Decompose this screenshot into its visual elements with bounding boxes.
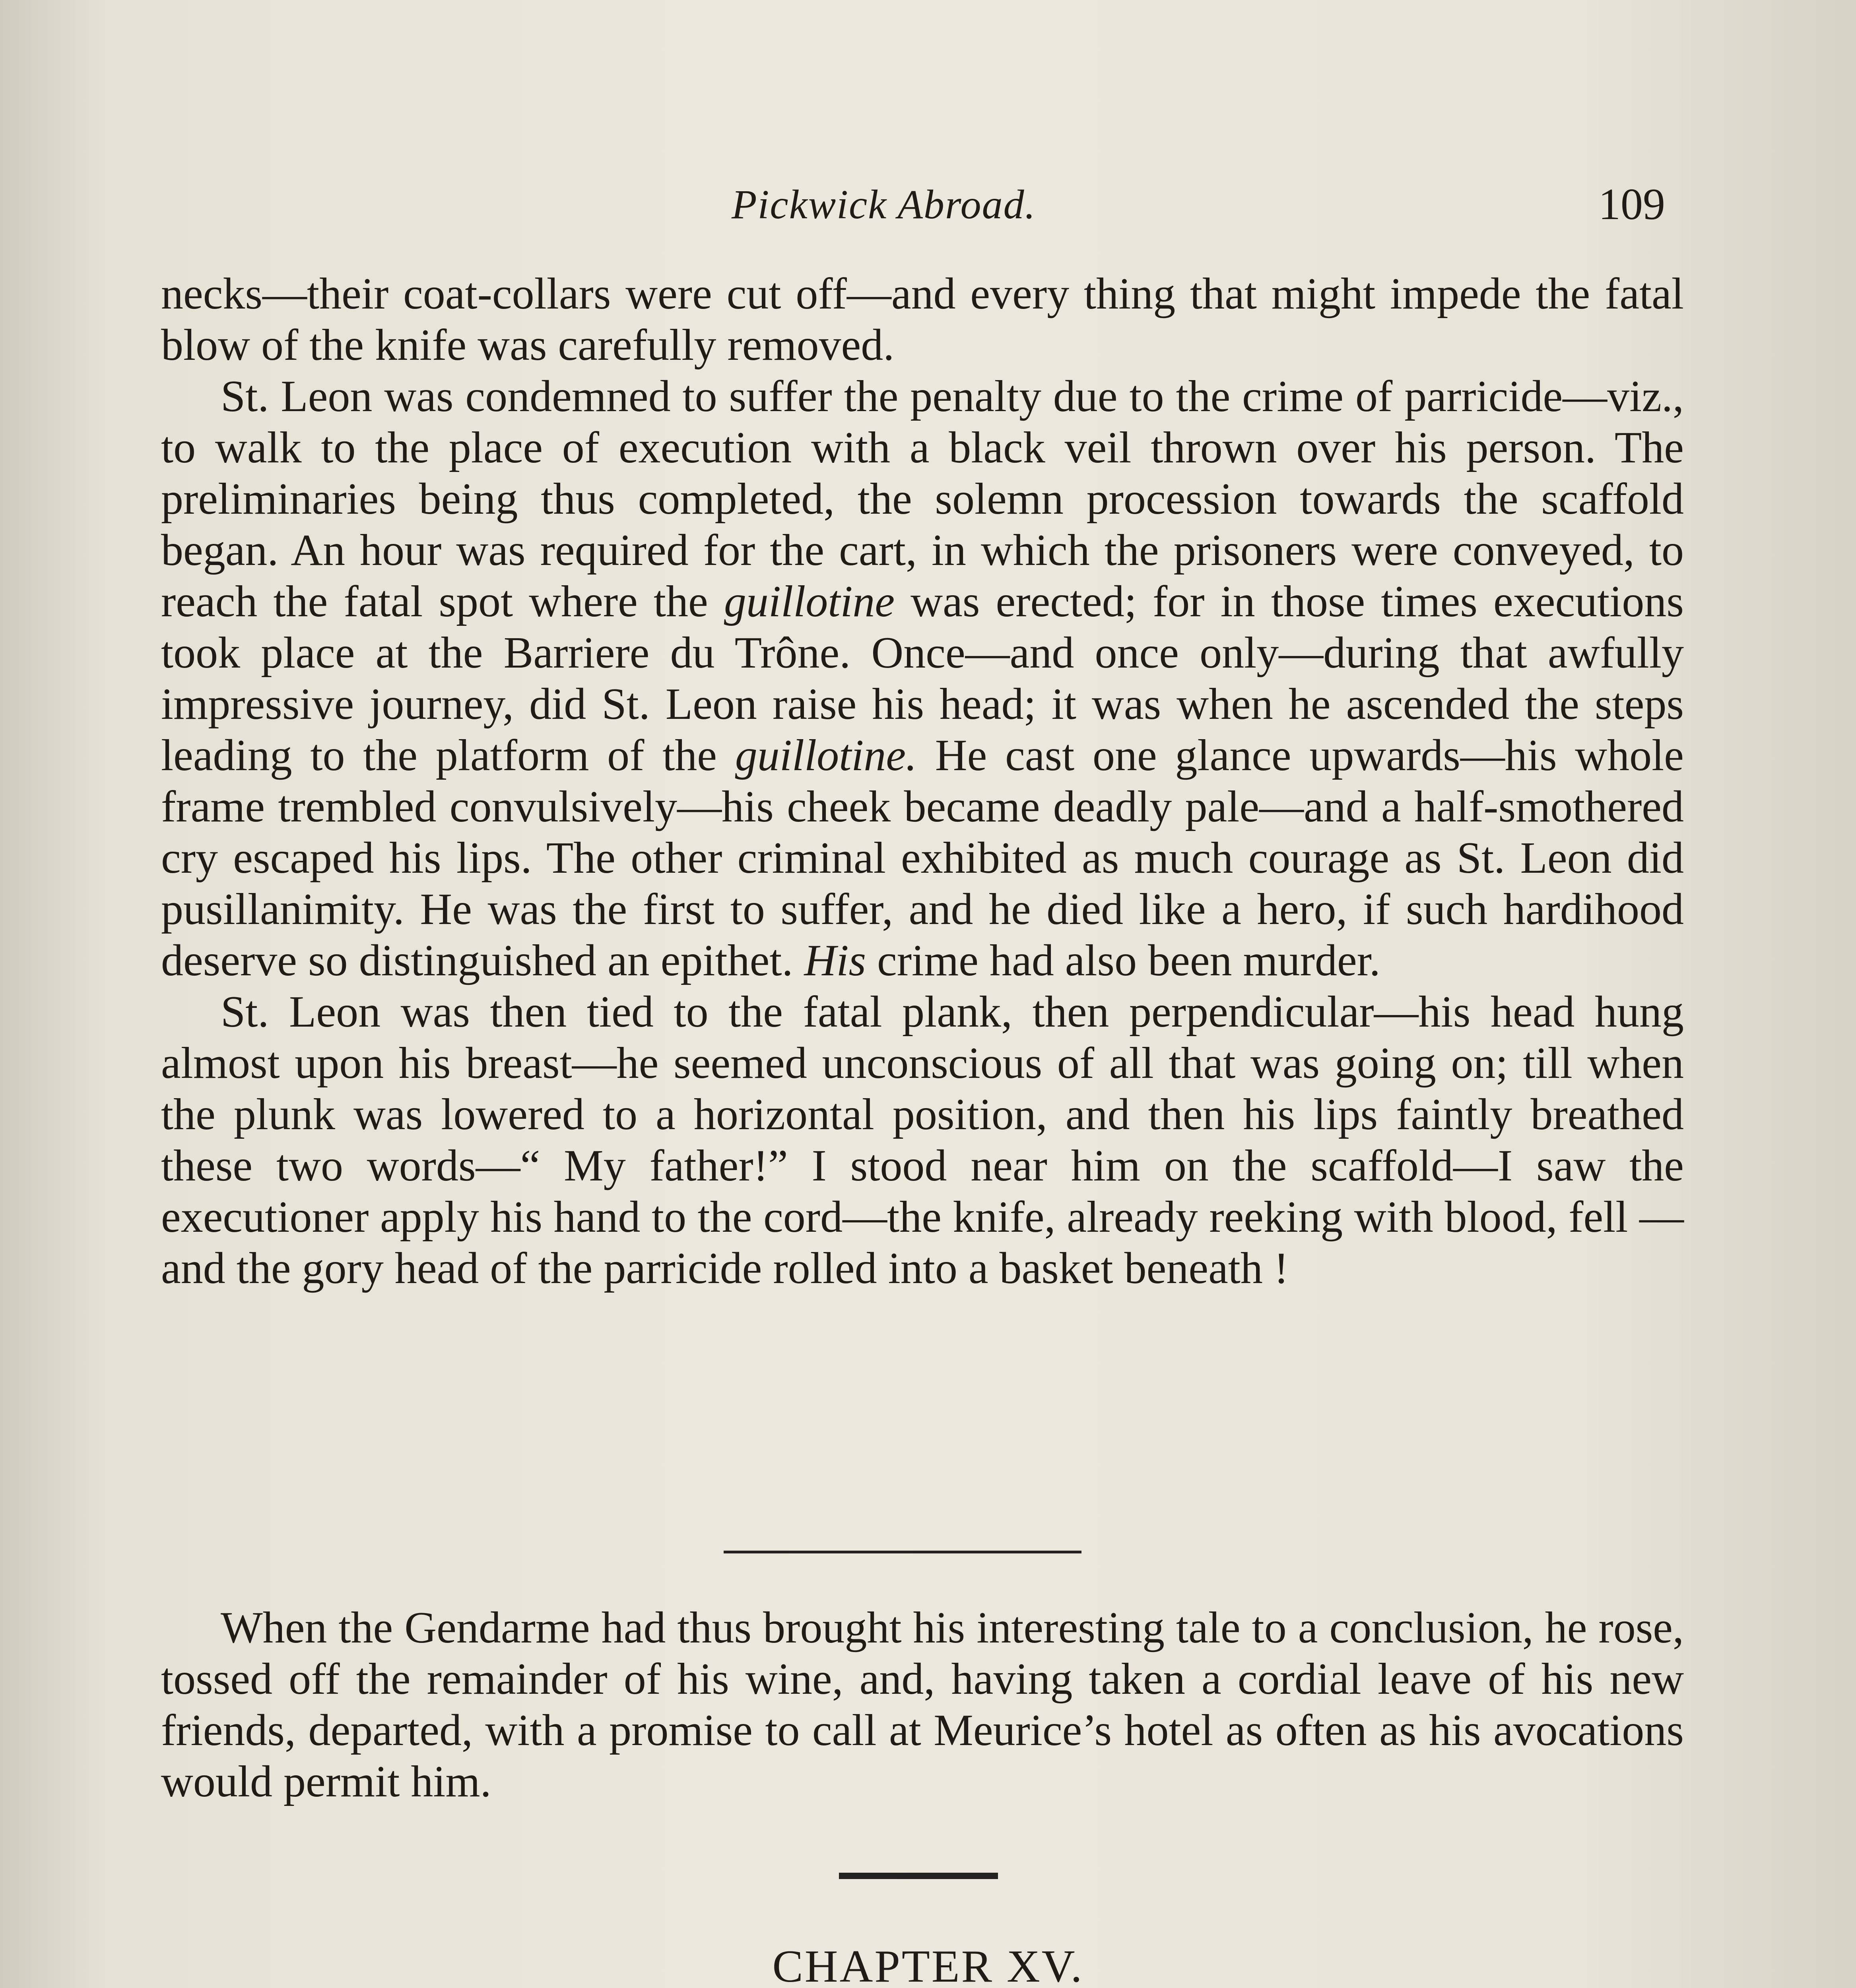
italic-text: guillotine <box>724 577 895 626</box>
paragraph-text: He cast one glance upwards—his whole frame trembled convulsively—his cheek became deadly pale—and a half-smothered cry escaped his lips. The other criminal exhibited as much courage as St. Leon did pusillanimity. He was the first to suffer, and he died like a hero, if such hardihood deserve so distinguished an epithet. <box>161 731 1684 985</box>
narrative-text-upper <box>161 268 1684 1294</box>
paragraph-text: was erected; for in those times executions took place at the Barriere du Trône. Once—and once only—during that awfully impressive journey, did St. Leon raise his head; it was when he ascended the steps leading to the platform of the <box>161 577 1684 780</box>
paragraph: When the Gendarme had thus brought his interesting tale to a conclusion, he rose, tossed off the remainder of his wine, and, having taken a cordial leave of his new friends, departed, with a promise to call at Meurice’s hotel as often as his avocations would permit him. <box>161 1603 1684 1806</box>
chapter-heading: CHAPTER XV. <box>772 1941 1084 1988</box>
paragraph <box>161 268 1684 371</box>
paragraph-text: crime had also been murder. <box>866 936 1380 985</box>
paragraph <box>161 986 1684 1294</box>
italic-text: guillotine. <box>735 731 917 780</box>
page-number: 109 <box>1598 180 1665 229</box>
narrative-text-conclusion <box>161 1602 1684 1807</box>
chapter-rule <box>839 1873 998 1879</box>
paragraph <box>161 371 1684 986</box>
italic-text: His <box>804 936 866 985</box>
section-divider <box>724 1551 1081 1553</box>
paragraph-text: St. Leon was then tied to the fatal plank, then perpendicular—his head hung almost upon his breast—he seemed unconscious of all that was going on; till when the plunk was lowered to a horizontal position, and then his lips faintly breathed these two words—“ My father!” I stood near him on the scaffold—I saw the executioner apply his hand to the cord—the knife, already reeking with blood, fell —and the gory head of the parricide rolled into a basket beneath ! <box>161 987 1684 1293</box>
paragraph-text: necks—their coat-collars were cut off—and every thing that might impede the fatal blow of the knife was carefully removed. <box>161 269 1684 370</box>
paragraph-text: St. Leon was condemned to suffer the penalty due to the crime of parricide—viz., to walk to the place of execution with a black veil thrown over his person. The preliminaries being thus completed, the solemn procession towards the scaffold began. An hour was required for the cart, in which the prisoners were conveyed, to reach the fatal spot where the <box>161 372 1684 626</box>
running-head: Pickwick Abroad. <box>732 182 1036 227</box>
